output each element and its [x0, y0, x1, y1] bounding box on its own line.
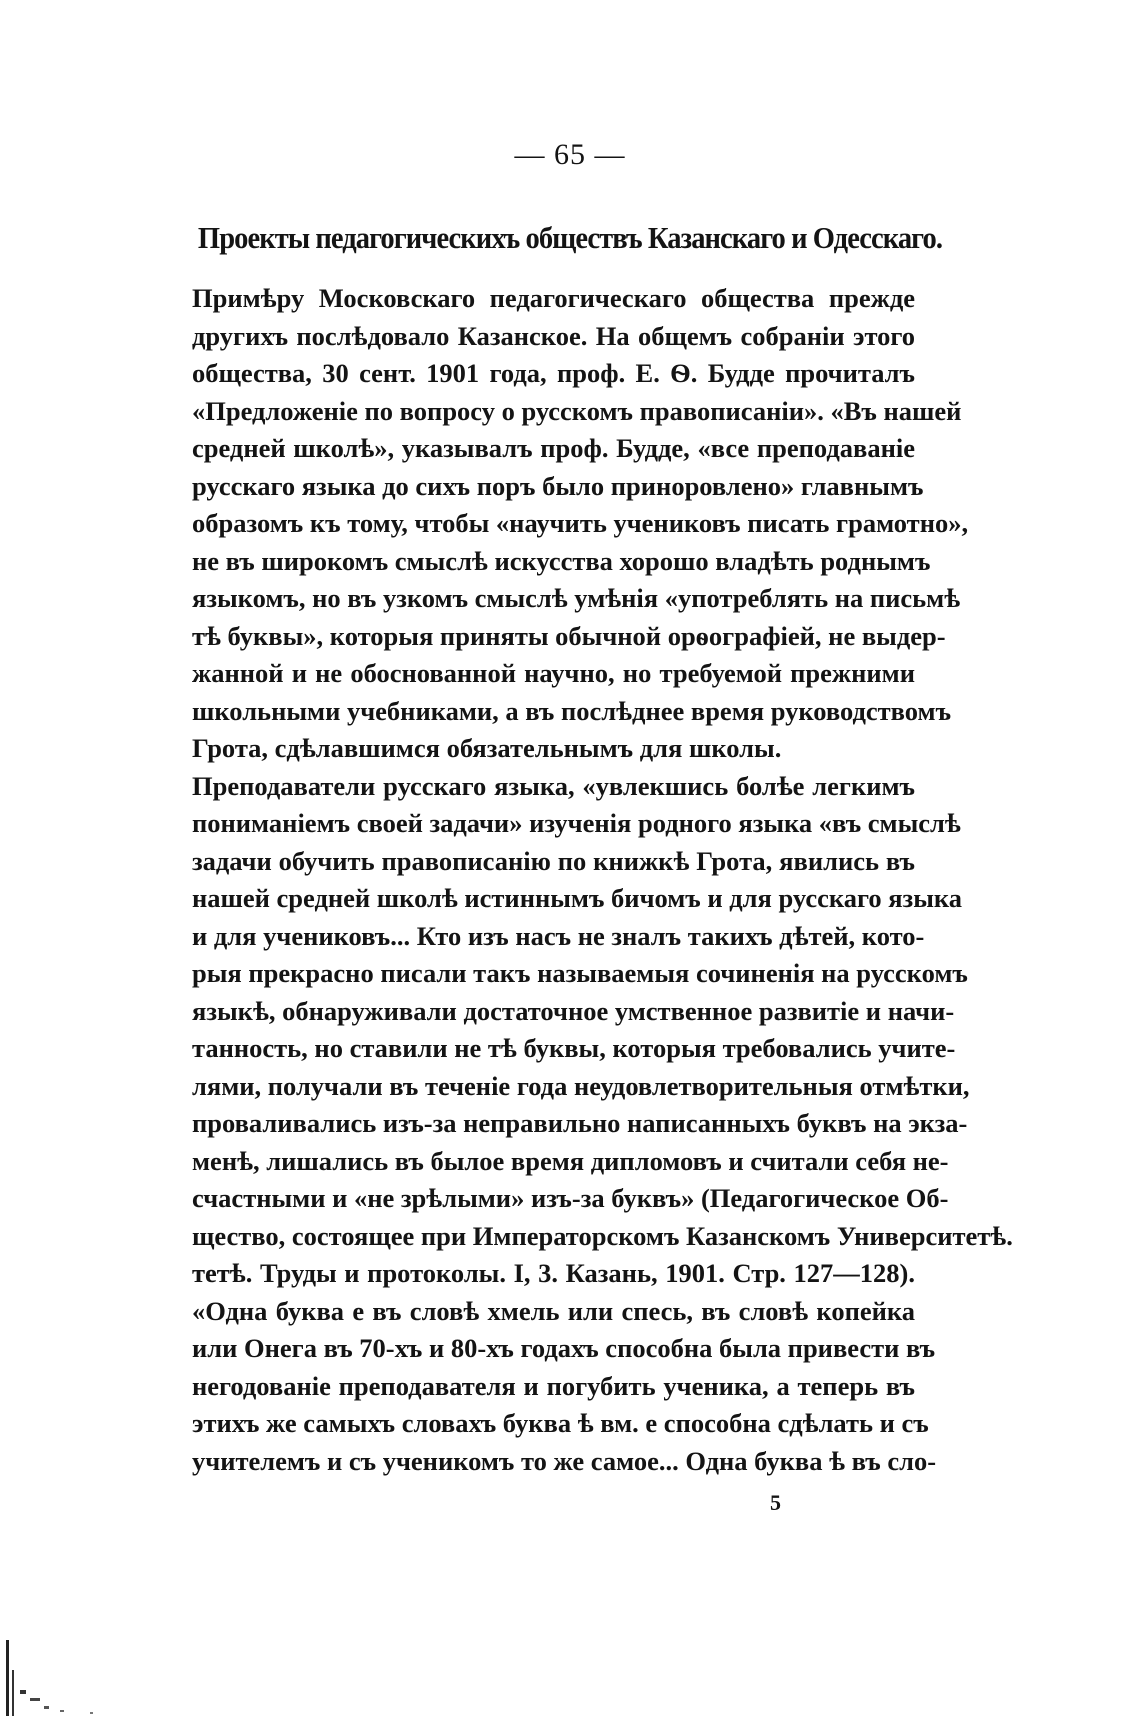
text-line: тетѣ. Труды и протоколы. I, 3. Казань, 1901. Стр. 127—128).	[192, 1258, 915, 1288]
text-line: Примѣру Московскаго педагогическаго общества прежде	[192, 283, 915, 313]
paragraph-1	[140, 280, 969, 768]
text-line: пониманіемъ своей задачи» изученія родного языка «въ смыслѣ	[192, 808, 961, 838]
text-line: нашей средней школѣ истиннымъ бичомъ и для русскаго языка	[192, 883, 963, 913]
text-line: танность, но ставили не тѣ буквы, которыя требовались учите-	[192, 1033, 956, 1063]
text-line: лями, получали въ теченіе года неудовлетворительныя отмѣтки,	[192, 1070, 970, 1101]
page-number: — 65 —	[514, 138, 626, 171]
text-line: средней школѣ», указывалъ проф. Будде, «все преподаваніе	[192, 433, 915, 463]
text-line: другихъ послѣдовало Казанское. На общемъ собраніи этого	[192, 320, 915, 351]
text-line: тѣ буквы», которыя приняты обычной орѳографіей, не выдер-	[192, 620, 946, 651]
paragraph-2	[140, 768, 1013, 1293]
text-line: «Одна буква е въ словѣ хмель или спесь, въ словѣ копейка	[192, 1295, 915, 1326]
text-line: и для учениковъ... Кто изъ насъ не зналъ такихъ дѣтей, кото-	[192, 920, 925, 951]
text-line: негодованіе преподавателя и погубить ученика, а теперь въ	[192, 1370, 915, 1401]
text-line: рыя прекрасно писали такъ называемыя сочиненія на русскомъ	[192, 958, 968, 988]
text-line: задачи обучить правописанію по книжкѣ Грота, явились въ	[192, 845, 915, 876]
text-line: учителемъ и съ ученикомъ то же самое... Одна буква ѣ въ сло-	[192, 1445, 937, 1476]
section-heading: Проекты педагогическихъ обществъ Казанскаго и Одесскаго.	[197, 220, 943, 255]
text-line: счастными и «не зрѣлыми» изъ-за буквъ» (Педагогическое Об-	[192, 1183, 949, 1213]
text-line: Грота, сдѣлавшимся обязательнымъ для школы.	[192, 733, 782, 763]
text-line: школьными учебниками, а въ послѣднее время руководствомъ	[192, 695, 952, 726]
text-line: Преподаватели русскаго языка, «увлекшись болѣе легкимъ	[192, 770, 915, 801]
paragraph-3	[140, 1293, 937, 1481]
text-line: менѣ, лишались въ былое время дипломовъ и считали себя не-	[192, 1145, 949, 1176]
text-line: русскаго языка до сихъ поръ было приноровлено» главнымъ	[192, 470, 924, 501]
text-line: не въ широкомъ смыслѣ искусства хорошо владѣть роднымъ	[192, 545, 931, 576]
text-line: образомъ къ тому, чтобы «научить учениковъ писать грамотно»,	[192, 508, 969, 538]
text-line: или Онега въ 70-хъ и 80-хъ годахъ способна была привести въ	[192, 1333, 936, 1363]
text-line: жанной и не обоснованной научно, но требуемой прежними	[192, 658, 915, 688]
signature-mark: 5	[770, 1490, 781, 1515]
text-line: «Предложеніе по вопросу о русскомъ правописаніи». «Въ нашей	[192, 395, 962, 426]
text-line: языкомъ, но въ узкомъ смыслѣ умѣнія «употреблять на письмѣ	[192, 583, 961, 613]
text-line: общества, 30 сент. 1901 года, проф. Е. Ѳ. Будде прочиталъ	[192, 358, 915, 388]
text-line: щество, состоящее при Императорскомъ Казанскомъ Университетѣ.	[192, 1220, 1013, 1251]
scan-edge-noise	[0, 1640, 140, 1716]
text-line: языкѣ, обнаруживали достаточное умственное развитіе и начи-	[192, 995, 955, 1026]
text-line: этихъ же самыхъ словахъ буква ѣ вм. е способна сдѣлать и съ	[192, 1408, 929, 1438]
body-text	[140, 280, 1013, 1480]
text-line: проваливались изъ-за неправильно написанныхъ буквъ на экза-	[192, 1108, 968, 1138]
